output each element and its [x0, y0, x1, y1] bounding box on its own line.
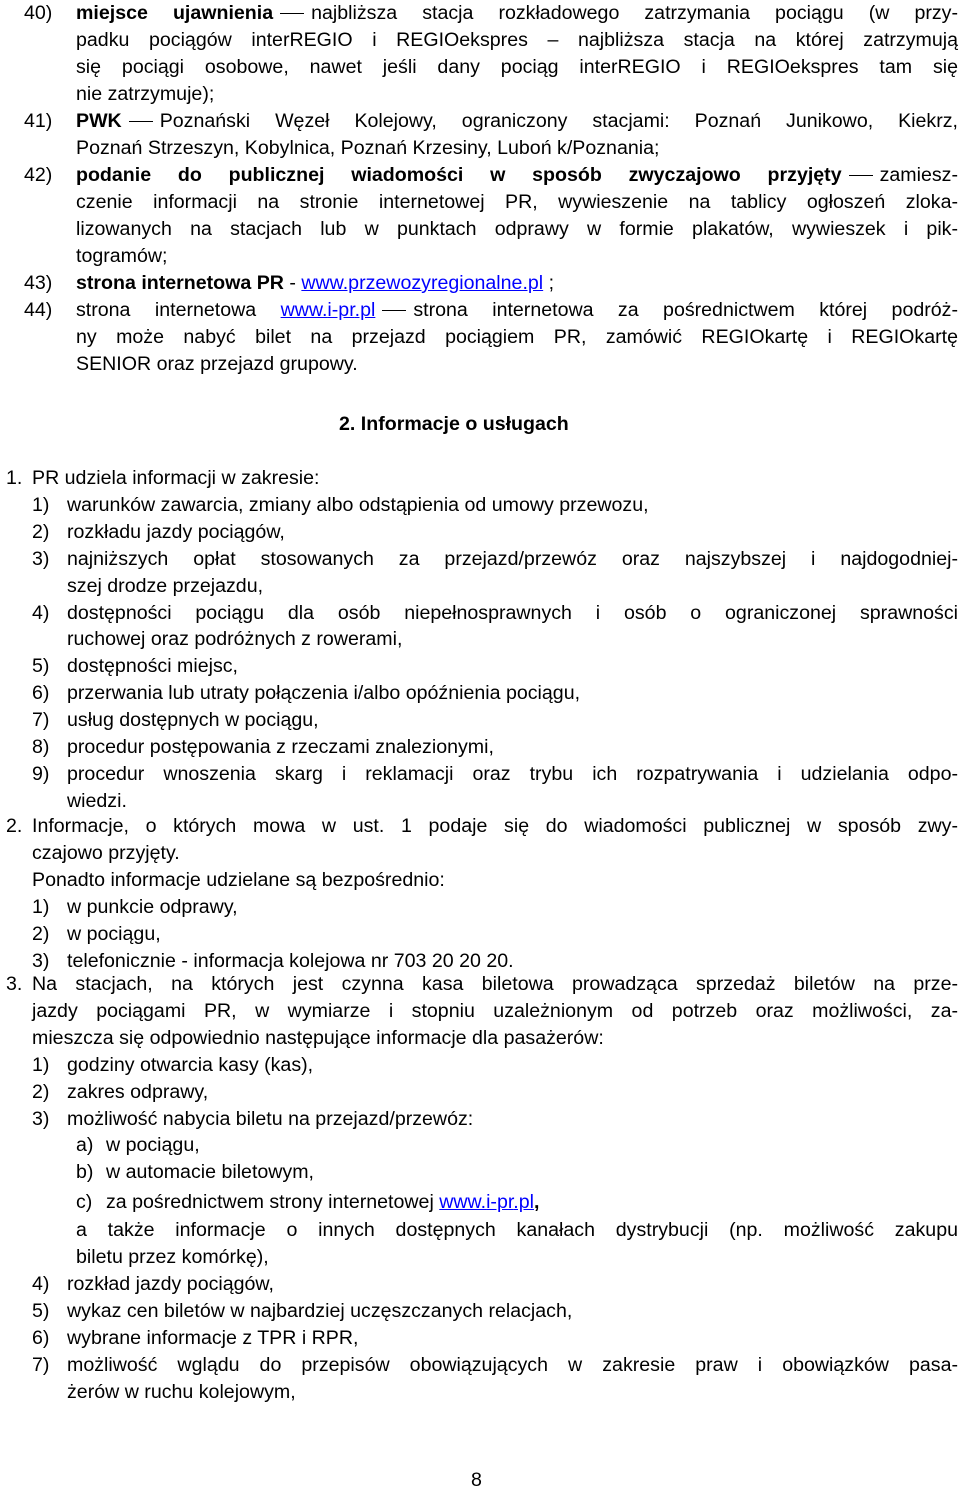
- section-number: 3.: [6, 973, 23, 995]
- definition-number: 40): [24, 2, 53, 24]
- list-item: [32, 680, 958, 707]
- list-item-text: możliwość nabycia biletu na przejazd/przewóz:: [67, 1107, 474, 1130]
- list-item-text: dostępności pociągu dla osób niepełnosprawnych i osób o ograniczonej sprawności: [67, 601, 958, 624]
- list-item: [32, 600, 958, 654]
- definition-number: 43): [24, 272, 53, 294]
- list-item-number: 6): [32, 1326, 50, 1349]
- list-item-text: warunków zawarcia, zmiany albo odstąpienia od umowy przewozu,: [67, 493, 649, 516]
- subitem-list: [76, 1132, 958, 1271]
- list-item-number: 7): [32, 709, 50, 732]
- list-item-text: zakres odprawy,: [67, 1080, 209, 1103]
- list-item-text: przerwania lub utraty połączenia i/albo opóźnienia pociągu,: [67, 682, 581, 705]
- list-item-number: 4): [32, 601, 50, 624]
- list-item-text: w punkcie odprawy,: [67, 895, 238, 918]
- item-list: [32, 1052, 958, 1133]
- list-item: [32, 1106, 958, 1133]
- list-item-text: rozkład jazdy pociągów,: [67, 1272, 274, 1295]
- list-item: [32, 1052, 958, 1079]
- list-item-text: wykaz cen biletów w najbardziej uczęszczanych relacjach,: [67, 1299, 573, 1322]
- item-list: [32, 1271, 958, 1406]
- section-intro: PR udziela informacji w zakresie:: [32, 467, 320, 489]
- list-item-text: procedur postępowania z rzeczami znalezionymi,: [67, 736, 494, 759]
- list-item: c) za pośrednictwem strony internetowej www.i-pr.pl,: [76, 1191, 540, 1214]
- list-item: [32, 1325, 958, 1352]
- definition-43: 43) strona internetowa PR - www.przewozyregionalne.pl ;: [0, 270, 960, 297]
- dash: [129, 121, 153, 122]
- list-item-number: 4): [32, 1272, 50, 1295]
- i-pr-link[interactable]: www.i-pr.pl: [439, 1191, 534, 1214]
- list-item: [32, 1271, 958, 1298]
- list-item: [32, 492, 958, 519]
- list-item: [32, 1352, 958, 1406]
- list-item-number: 1): [32, 1053, 50, 1076]
- przewozyregionalne-link[interactable]: www.przewozyregionalne.pl: [301, 272, 544, 294]
- section-number: 2.: [6, 815, 23, 837]
- list-item-number: 2): [32, 520, 50, 543]
- list-item-text: szej drodze przejazdu,: [67, 574, 264, 597]
- list-item-text: telefonicznie - informacja kolejowa nr 703 20 20 20.: [67, 949, 514, 972]
- list-item-text: procedur wnoszenia skarg i reklamacji oraz trybu ich rozpatrywania i udzielania odpo-: [67, 762, 958, 785]
- section-subintro: Ponadto informacje udzielane są bezpośrednio:: [32, 868, 445, 891]
- section-number: 1.: [6, 467, 23, 489]
- dash: [849, 175, 873, 176]
- definition-41: 41) PWK Poznański Węzeł Kolejowy, ograniczony stacjami: Poznań Junikowo, Kiekrz, Poznań Strzeszyn, Kobylnica, Poznań Krzesiny, Luboń k/Poznania;: [24, 110, 958, 159]
- definition-term: strona internetowa PR: [76, 272, 284, 294]
- list-item: [32, 519, 958, 546]
- list-item-number: 1): [32, 493, 50, 516]
- definition-number: 42): [24, 164, 53, 186]
- list-item: a) w pociągu,: [76, 1134, 200, 1157]
- list-item-number: 9): [32, 762, 50, 785]
- list-item-text: możliwość wglądu do przepisów obowiązujących w zakresie praw i obowiązków pasa-: [67, 1353, 958, 1376]
- list-item-number: 7): [32, 1353, 50, 1376]
- list-item: [32, 546, 958, 600]
- definition-term: PWK: [76, 110, 122, 132]
- list-item: [32, 894, 958, 921]
- list-item: b) w automacie biletowym,: [76, 1161, 314, 1184]
- list-item-number: 5): [32, 1299, 50, 1322]
- list-item-number: 2): [32, 1080, 50, 1103]
- definition-44: 44) strona internetowa www.i-pr.pl strona internetowa za pośrednictwem której podróż- ny może nabyć bilet na przejazd pociągiem PR, zamówić REGIOkartę i REGIOkartę SENIOR oraz przejazd grupowy.: [24, 299, 958, 375]
- definition-number: 44): [24, 299, 53, 321]
- list-item: [32, 707, 958, 734]
- item-list: [32, 492, 958, 815]
- list-item-text: w pociągu,: [67, 922, 161, 945]
- list-item-number: 5): [32, 655, 50, 678]
- item-list: [32, 894, 958, 975]
- list-item-text: godziny otwarcia kasy (kas),: [67, 1053, 314, 1076]
- list-item-text: dostępności miejsc,: [67, 655, 238, 678]
- list-item: [32, 1079, 958, 1106]
- list-item-number: 8): [32, 736, 50, 759]
- i-pr-link[interactable]: www.i-pr.pl: [280, 299, 376, 321]
- list-item: [32, 1298, 958, 1325]
- list-item-number: 3): [32, 949, 50, 972]
- list-item: [32, 921, 958, 948]
- list-item-text: wybrane informacje z TPR i RPR,: [67, 1326, 359, 1349]
- list-item: [32, 761, 958, 815]
- list-item-text: wiedzi.: [67, 789, 127, 812]
- note: a także informacje o innych dostępnych kanałach dystrybucji (np. możliwość zakupu: [76, 1219, 958, 1242]
- list-item: [32, 734, 958, 761]
- page-number: 8: [471, 1469, 482, 1491]
- definition-40: 40) miejsce ujawnienia najbliższa stacja rozkładowego zatrzymania pociągu (w przy- padku pociągów interREGIO i REGIOekspres – najbliższa stacja na której zatrzymują się pociągi osobowe, nawet jeśli dany pociąg interREGIO i REGIOekspres tam się nie zatrzymuje);: [24, 2, 959, 105]
- list-item-text: ruchowej oraz podróżnych z rowerami,: [67, 628, 403, 651]
- list-item-number: 6): [32, 682, 50, 705]
- list-item-text: najniższych opłat stosowanych za przejazd/przewóz oraz najszybszej i najdogodniej-: [67, 547, 958, 570]
- list-item-number: 3): [32, 1107, 50, 1130]
- definition-number: 41): [24, 110, 53, 132]
- dash: [382, 310, 406, 311]
- document-page: 40) miejsce ujawnienia najbliższa stacja rozkładowego zatrzymania pociągu (w przy- padku pociągów interREGIO i REGIOekspres – najbliższa stacja na której zatrzymują się pociągi osobowe, nawet jeśli dany pociąg interREGIO i REGIOekspres tam się nie zatrzymuje); 41) PWK Poznański Węzeł Kolejowy, ograniczony stacjami: Poznań Junikowo, Kiekrz, Poznań Strzeszyn, Kobylnica, Poznań Krzesiny, Luboń k/Poznania; 42) podanie do publicznej wiadomości w sposób zwyczajowo przyjęty zamiesz- czenie informacji na stronie internetowej PR, wywieszenie na tablicy ogłoszeń zloka- lizowanych na stacjach lub w punktach odprawy w formie plakatów, wywieszek i pik- togramów; 43) strona internetowa PR - www.przewozyregionalne.pl ; 44) strona internetowa www.i-pr.pl strona internetowa za pośrednictwem której podróż- ny może nabyć bilet na przejazd pociągiem PR, zamówić REGIOkartę i REGIOkartę SENIOR oraz przejazd grupowy. 2. Informacje o usługach 1. PR udziela informacji w zakresie: 1) warunków zawarcia, zmiany albo odstąpienia od umowy przewozu, 2) rozkładu jazdy pociągów, 3) najniższych opłat stosowanych za przejazd/przewóz oraz najszybszej i najdogodniej- szej drodze przejazdu, 4) dostępności pociągu dla osób niepełnosprawnych i osób o ograniczonej sprawności ruchowej oraz podróżnych z rowerami, 5) dostępności miejsc, 6) przerwania lub utraty połączenia i/albo opóźnienia pociągu, 7) usług dostępnych w pociągu, 8) procedur postępowania z rzeczami znalezionymi, 9) procedur wnoszenia skarg i reklamacji oraz trybu ich rozpatrywania i udzielania odpo- wiedzi. 2. Informacje, o których mowa w ust. 1 podaje się do wiadomości publicznej w sposób zwy- czajowo przyjęty. Ponadto informacje udzielane są bezpośrednio: 1) w punkcie odprawy, 2) w pociągu, 3) telefonicznie - informacja kolejowa nr 703 20 20 20. 3. Na stacjach, na których jest czynna kasa biletowa prowadząca sprzedaż biletów na prze- jazdy pociągami PR, w wymiarze i stopniu uzależnionym od potrzeb oraz możliwości, za- mieszcza się odpowiednio następujące informacje dla pasażerów: 1) godziny otwarcia kasy (kas), 2) zakres odprawy, 3) możliwość nabycia biletu na przejazd/przewóz: a) w pociągu, b) w automacie biletowym, c) za pośrednictwem strony internetowej www.i-pr.pl, a także informacje o innych dostępnych kanałach dystrybucji (np. możliwość zakupu biletu przez komórkę), 4) rozkład jazdy pociągów, 5) wykaz cen biletów w najbardziej uczęszczanych relacjach, 6) wybrane informacje z TPR i RPR, 7) możliwość wglądu do przepisów obowiązujących w zakresie praw i obowiązków pasa- żerów w ruchu kolejowym, 8: [0, 0, 960, 1491]
- list-item-number: 2): [32, 922, 50, 945]
- definition-term: miejsce ujawnienia: [76, 2, 274, 24]
- list-item-text: usług dostępnych w pociągu,: [67, 709, 319, 732]
- section-3: 3. Na stacjach, na których jest czynna kasa biletowa prowadząca sprzedaż biletów na prze- jazdy pociągami PR, w wymiarze i stopniu uzależnionym od potrzeb oraz możliwości, za- mieszcza się odpowiednio następujące informacje dla pasażerów: 1) godziny otwarcia kasy (kas), 2) zakres odprawy, 3) możliwość nabycia biletu na przejazd/przewóz: a) w pociągu, b) w automacie biletowym, c) za pośrednictwem strony internetowej www.i-pr.pl, a także informacje o innych dostępnych kanałach dystrybucji (np. możliwość zakupu biletu przez komórkę), 4) rozkład jazdy pociągów, 5) wykaz cen biletów w najbardziej uczęszczanych relacjach, 6) wybrane informacje z TPR i RPR, 7) możliwość wglądu do przepisów obowiązujących w zakresie praw i obowiązków pasa- żerów w ruchu kolejowym,: [0, 971, 960, 1406]
- note: biletu przez komórkę),: [76, 1246, 269, 1269]
- dash: [280, 13, 304, 14]
- definition-42: 42) podanie do publicznej wiadomości w sposób zwyczajowo przyjęty zamiesz- czenie informacji na stronie internetowej PR, wywieszenie na tablicy ogłoszeń zloka- lizowanych na stacjach lub w punktach odprawy w formie plakatów, wywieszek i pik- togramów;: [24, 164, 958, 267]
- section-2: 2. Informacje, o których mowa w ust. 1 podaje się do wiadomości publicznej w sposób zwy- czajowo przyjęty. Ponadto informacje udzielane są bezpośrednio: 1) w punkcie odprawy, 2) w pociągu, 3) telefonicznie - informacja kolejowa nr 703 20 20 20.: [0, 813, 960, 974]
- list-item: [32, 653, 958, 680]
- list-item-number: 3): [32, 547, 50, 570]
- definition-term: podanie do publicznej wiadomości w sposób zwyczajowo przyjęty: [76, 164, 842, 186]
- list-item-number: 1): [32, 895, 50, 918]
- list-item-text: rozkładu jazdy pociągów,: [67, 520, 285, 543]
- definition-term: strona internetowa: [76, 299, 257, 321]
- section-1: [0, 465, 960, 815]
- list-item-text: żerów w ruchu kolejowym,: [67, 1380, 296, 1403]
